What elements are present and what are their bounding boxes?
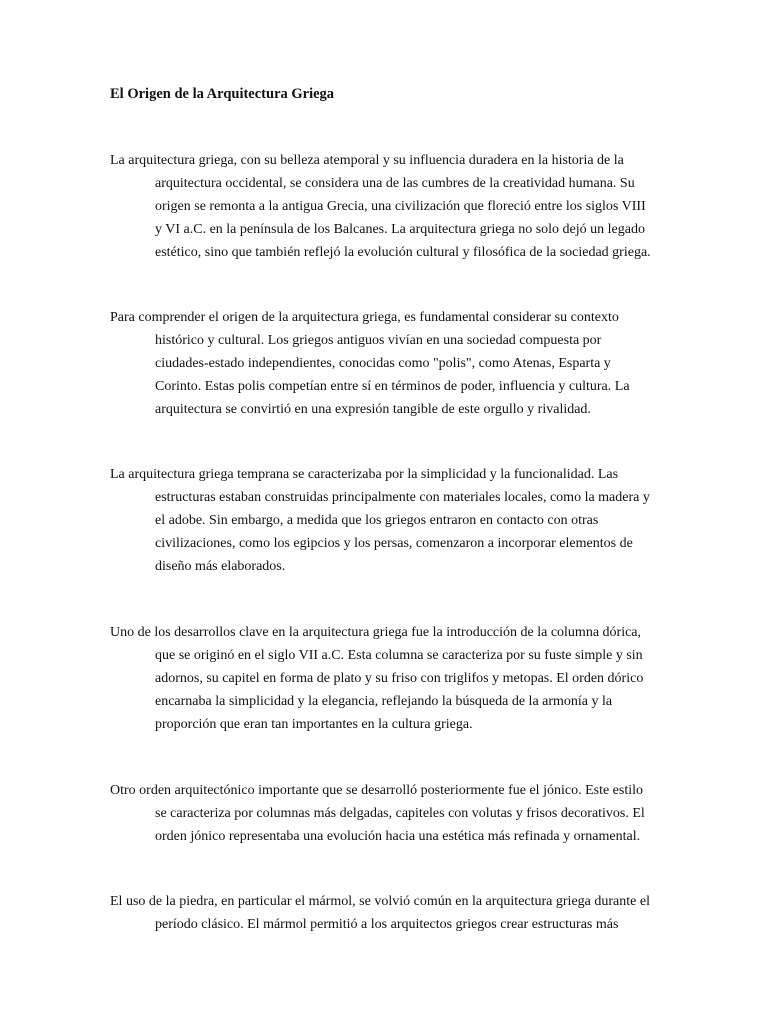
paragraph-line: histórico y cultural. Los griegos antiguos vivían en una sociedad compuesta por <box>155 333 602 349</box>
paragraph-line: el adobe. Sin embargo, a medida que los griegos entraron en contacto con otras <box>155 513 599 529</box>
paragraph-line: arquitectura occidental, se considera una de las cumbres de la creatividad humana. Su <box>155 176 635 192</box>
paragraph-2 <box>110 306 670 421</box>
paragraph-line: proporción que eran tan importantes en la cultura griega. <box>155 717 473 733</box>
paragraph-line: La arquitectura griega temprana se caracterizaba por la simplicidad y la funcionalidad. Las <box>110 467 619 482</box>
paragraph-4 <box>110 621 670 736</box>
paragraph-line: se caracteriza por columnas más delgadas, capiteles con volutas y frisos decorativos. El <box>155 806 645 822</box>
paragraph-1 <box>110 149 670 264</box>
paragraph-line: ciudades-estado independientes, conocidas como "polis", como Atenas, Esparta y <box>155 356 611 372</box>
paragraph-line: estructuras estaban construidas principalmente con materiales locales, como la madera y <box>155 490 650 506</box>
paragraph-line: que se originó en el siglo VII a.C. Esta columna se caracteriza por su fuste simple y sin <box>155 648 643 664</box>
paragraph-line: diseño más elaborados. <box>155 559 286 575</box>
paragraph-line: adornos, su capitel en forma de plato y su friso con triglifos y metopas. El orden dórico <box>155 671 644 687</box>
paragraph-line: civilizaciones, como los egipcios y los persas, comenzaron a incorporar elementos de <box>155 536 633 552</box>
paragraph-line: origen se remonta a la antigua Grecia, una civilización que floreció entre los siglos VIII <box>155 199 646 215</box>
paragraph-line: encarnaba la simplicidad y la elegancia, reflejando la búsqueda de la armonía y la <box>155 694 613 710</box>
paragraph-line: y VI a.C. en la península de los Balcanes. La arquitectura griega no solo dejó un legado <box>155 222 645 238</box>
paragraph-line: La arquitectura griega, con su belleza atemporal y su influencia duradera en la historia de la <box>110 153 624 168</box>
paragraph-3 <box>110 463 670 578</box>
paragraph-line: orden jónico representaba una evolución hacia una estética más refinada y ornamental. <box>155 829 641 845</box>
document-title: El Origen de la Arquitectura Griega <box>110 86 335 102</box>
paragraph-5 <box>110 779 670 848</box>
paragraph-line: Corinto. Estas polis competían entre sí en términos de poder, influencia y cultura. La <box>155 379 630 395</box>
paragraph-line: El uso de la piedra, en particular el mármol, se volvió común en la arquitectura griega durante el <box>110 894 650 909</box>
paragraph-line: Otro orden arquitectónico importante que se desarrolló posteriormente fue el jónico. Este estilo <box>110 783 643 798</box>
paragraph-line: Para comprender el origen de la arquitectura griega, es fundamental considerar su contexto <box>110 310 619 325</box>
paragraph-line: Uno de los desarrollos clave en la arquitectura griega fue la introducción de la columna dórica, <box>110 625 642 640</box>
paragraph-line: estético, sino que también reflejó la evolución cultural y filosófica de la sociedad griega. <box>155 245 651 261</box>
paragraph-line: período clásico. El mármol permitió a los arquitectos griegos crear estructuras más <box>155 917 619 933</box>
paragraph-6 <box>110 890 670 936</box>
paragraph-line: arquitectura se convirtió en una expresión tangible de este orgullo y rivalidad. <box>155 402 591 418</box>
